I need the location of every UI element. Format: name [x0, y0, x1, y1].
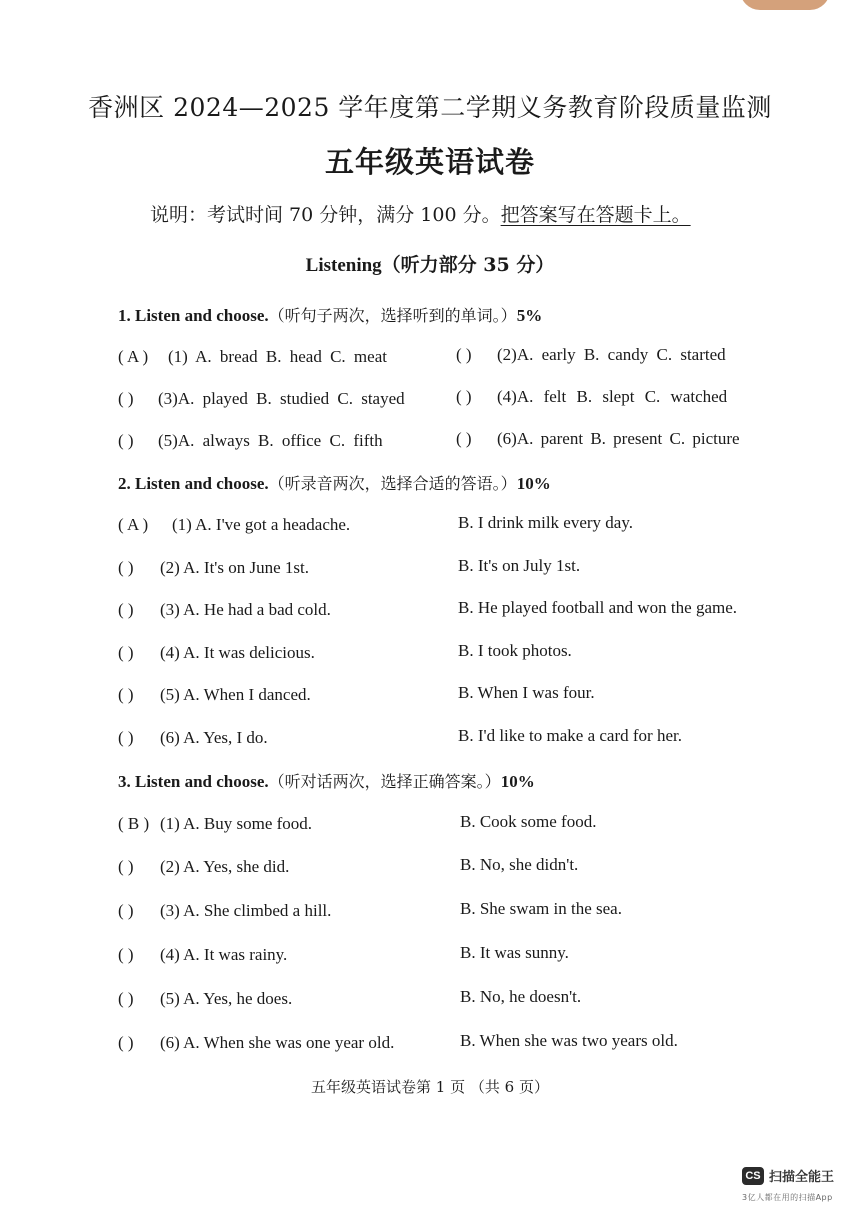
- instructions: [150, 200, 691, 227]
- q1-heading-en: 1. Listen and choose.: [118, 306, 269, 325]
- q2-item-4-option-b: B. I took photos.: [458, 641, 572, 660]
- q2-item-3-option-b: B. He played football and won the game.: [458, 598, 738, 617]
- scanner-watermark: [742, 1166, 834, 1185]
- q2-heading: [118, 471, 551, 494]
- q2-item-2-option-b: B. It's on July 1st.: [458, 556, 581, 575]
- q2-item-1-paren[interactable]: ( A ): [118, 515, 149, 534]
- q3-item-1-option-b: B. Cook some food.: [460, 812, 597, 831]
- camscanner-logo-icon: CS: [742, 1167, 764, 1185]
- q3-item-2-option-a: (2) A. Yes, she did.: [160, 857, 290, 876]
- q2-item-6-paren[interactable]: ( ): [118, 728, 134, 747]
- q3-heading-en: 3. Listen and choose.: [118, 772, 269, 791]
- q3-item-5-option-a: (5) A. Yes, he does.: [160, 989, 293, 1008]
- q1-score: 5%: [516, 306, 543, 325]
- section-title-en: Listening: [305, 255, 382, 276]
- q2-heading-cn: （听录音两次，选择合适的答语。）: [268, 474, 517, 493]
- q1-item-4-paren[interactable]: ( ): [456, 387, 472, 406]
- q3-item-4-option-a: (4) A. It was rainy.: [160, 945, 288, 964]
- q3-score: 10%: [500, 772, 535, 791]
- q1-item-2-paren[interactable]: ( ): [456, 345, 472, 364]
- q3-item-5-paren[interactable]: ( ): [118, 989, 134, 1008]
- exam-subtitle: 五年级英语试卷: [324, 145, 535, 179]
- watermark-name: 扫描全能王: [769, 1170, 835, 1185]
- scan-edge-artifact: [740, 0, 830, 10]
- instructions-underlined: 把答案写在答题卡上。: [500, 204, 691, 226]
- q2-item-6-option-a: (6) A. Yes, I do.: [160, 728, 268, 747]
- q3-item-6-paren[interactable]: ( ): [118, 1033, 134, 1052]
- section-title-cn: （听力部分 35 分）: [381, 254, 555, 276]
- q1-item-4: (4)A. felt B. slept C. watched: [497, 387, 728, 406]
- q2-item-5-paren[interactable]: ( ): [118, 685, 134, 704]
- q2-item-1-option-a: (1) A. I've got a headache.: [172, 515, 351, 534]
- q2-item-3-paren[interactable]: ( ): [118, 600, 134, 619]
- instructions-text: 说明：考试时间 70 分钟，满分 100 分。: [150, 204, 501, 226]
- q2-heading-en: 2. Listen and choose.: [118, 474, 269, 493]
- q2-item-5-option-b: B. When I was four.: [458, 683, 595, 702]
- q2-item-6-option-b: B. I'd like to make a card for her.: [458, 726, 682, 745]
- q2-item-4-option-a: (4) A. It was delicious.: [160, 643, 315, 662]
- q3-item-4-paren[interactable]: ( ): [118, 945, 134, 964]
- q1-item-2: (2)A. early B. candy C. started: [497, 345, 726, 364]
- q1-item-1: (1) A. bread B. head C. meat: [168, 347, 387, 366]
- q3-item-2-option-b: B. No, she didn't.: [460, 855, 579, 874]
- q3-item-1-option-a: (1) A. Buy some food.: [160, 814, 313, 833]
- q2-item-5-option-a: (5) A. When I danced.: [160, 685, 311, 704]
- page-footer: 五年级英语试卷第 1 页 （共 6 页）: [311, 1078, 549, 1096]
- q3-item-5-option-b: B. No, he doesn't.: [460, 987, 582, 1006]
- q3-item-2-paren[interactable]: ( ): [118, 857, 134, 876]
- q1-item-6: (6)A. parent B. present C. picture: [497, 429, 740, 448]
- q3-item-3-option-b: B. She swam in the sea.: [460, 899, 622, 918]
- section-title: [0, 250, 860, 277]
- q2-item-2-paren[interactable]: ( ): [118, 558, 134, 577]
- q1-item-1-paren[interactable]: ( A ): [118, 347, 149, 366]
- q1-heading-cn: （听句子两次，选择听到的单词。）: [268, 306, 517, 325]
- q3-item-4-option-b: B. It was sunny.: [460, 943, 569, 962]
- q2-score: 10%: [516, 474, 551, 493]
- exam-title: 香洲区 2024—2025 学年度第二学期义务教育阶段质量监测: [88, 93, 772, 122]
- q3-item-3-paren[interactable]: ( ): [118, 901, 134, 920]
- q2-item-1-option-b: B. I drink milk every day.: [458, 513, 633, 532]
- q3-heading: [118, 769, 535, 792]
- q2-item-2-option-a: (2) A. It's on June 1st.: [160, 558, 309, 577]
- q2-item-3-option-a: (3) A. He had a bad cold.: [160, 600, 331, 619]
- watermark-tagline: 3亿人都在用的扫描App: [742, 1193, 833, 1202]
- q1-item-3-paren[interactable]: ( ): [118, 389, 134, 408]
- q3-item-6-option-a: (6) A. When she was one year old.: [160, 1033, 395, 1052]
- q3-item-1-paren[interactable]: ( B ): [118, 814, 150, 833]
- q3-item-6-option-b: B. When she was two years old.: [460, 1031, 678, 1050]
- q3-item-3-option-a: (3) A. She climbed a hill.: [160, 901, 332, 920]
- q2-item-4-paren[interactable]: ( ): [118, 643, 134, 662]
- q3-heading-cn: （听对话两次，选择正确答案。）: [268, 772, 501, 791]
- q1-item-3: (3)A. played B. studied C. stayed: [158, 389, 405, 408]
- q1-item-6-paren[interactable]: ( ): [456, 429, 472, 448]
- q1-heading: [118, 303, 542, 326]
- q1-item-5-paren[interactable]: ( ): [118, 431, 134, 450]
- q1-item-5: (5)A. always B. office C. fifth: [158, 431, 383, 450]
